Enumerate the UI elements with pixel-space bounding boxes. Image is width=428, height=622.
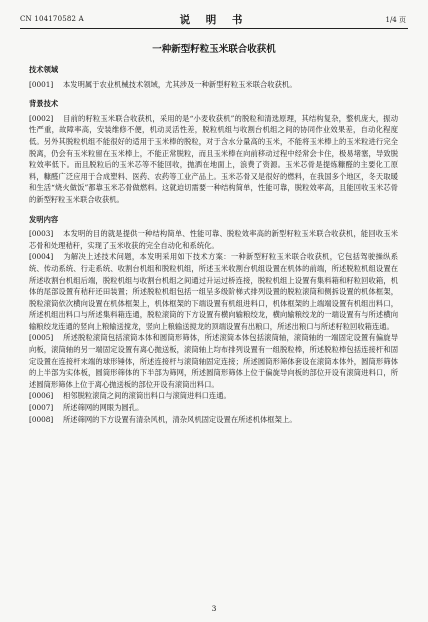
section-heading: 技术领域 (29, 65, 59, 74)
paragraph-text: 本发明属于农业机械技术领域，尤其涉及一种新型籽粒玉米联合收获机。 (63, 79, 297, 89)
paragraph-text: 本发明的目的就是提供一种结构简单、性能可靠、脱粒效率高的新型籽粒玉米联合收获机，能回收玉米芯骨和处理秸秆，实现了玉米收获的完全自动化和系统化。 (29, 229, 398, 250)
paragraph-text: 为解决上述技术问题，本发明采用如下技术方案：一种新型籽粒玉米联合收获机，它包括驾驶操纵系统、传动系统、行走系统、收割台机组和脱粒机组，所述玉米收割台机组设置在机体的前端，所述脱粒机组设置在所述收割台机组后端，脱粒机组与收割台机组之间通过升运过桥连接，脱粒机组上设置有集料箱和籽粒回收箱，机体的尾部设置有秸秆还田装置；所述脱粒机组包括一组呈多级阶梯式排列设置的脱粒滚筒和侧拆设置的机体框架，脱粒滚筒依次横向设置在机体框架上，机体框架的下端设置有机组进料口，机体框架的上端端设置有机组出料口，所述机组出料口与所述集料箱连通，脱粒滚筒的下方设置有横向输粮绞龙，横向输粮绞龙的一端设置有与所述横向输粮绞龙连通的竖向上粮输送搅龙，竖向上粮输送搅龙的顶端设置有出粮口，所述出粮口与所述籽粒回收箱连通。 (29, 252, 398, 331)
paragraph (29, 251, 398, 332)
paragraph (29, 332, 398, 390)
page-indicator: 1/4 页 (385, 16, 406, 24)
section-heading: 背景技术 (29, 99, 59, 109)
paragraph (29, 113, 398, 206)
document-title: 一种新型籽粒玉米联合收获机 (152, 44, 276, 55)
paragraph-number: [0002] (29, 113, 54, 123)
header-rule (20, 28, 408, 29)
paragraph (29, 228, 398, 251)
page-number: 3 (211, 604, 217, 613)
document-body (29, 58, 398, 425)
section-title: 说 明 书 (179, 14, 249, 26)
paragraph-number: [0007] (29, 403, 54, 413)
paragraph-number: [0005] (29, 333, 54, 343)
paragraph (29, 79, 398, 91)
paragraph-number: [0004] (29, 252, 54, 262)
paragraph (29, 390, 398, 402)
paragraph-text: 所述筛网的下方设置有清杂风机，清杂风机固定设置在所述机体框架上。 (63, 414, 297, 424)
paragraph-text: 所述筛网的网眼为圆孔。 (63, 403, 144, 413)
paragraph-text: 所述脱粒滚筒包括滚筒本体和圆筒形筛体，所述滚筒本体包括滚筒轴，滚筒轴的一端固定设置有偏旋导向板，滚筒轴的另一端固定设置有离心抛送板，滚筒轴上均布排列设置有一组脱粒棒，所述脱粒棒包括连接杆和固定设置在连接杆末端的球形锤体，所述连接杆与滚筒轴固定连接；所述圆筒形筛体套设在滚筒本体外，圆筒形筛体的上半部为实体板，圆筒形筛体的下半部为筛网，所述圆筒形筛体上位于偏旋导向板的部位开设有滚筒进料口，所述圆筒形筛体上位于离心抛送板的部位开设有滚筒出料口。 (29, 333, 398, 389)
paragraph-text: 相邻脱粒滚筒之间的滚筒出料口与滚筒进料口连通。 (63, 391, 231, 401)
paragraph (29, 402, 398, 414)
paragraph-number: [0006] (29, 391, 54, 401)
paragraph (29, 414, 398, 426)
patent-number: CN 104170582 A (20, 15, 84, 23)
paragraph-number: [0001] (29, 79, 54, 89)
section-heading: 发明内容 (29, 214, 59, 224)
paragraph-text: 目前的籽粒玉米联合收获机，采用的是“小麦收获机”的脱粒和清选原理，其结构复杂，整机庞大，振动性严重，故障率高，安装维修不便，机动灵活性差，脱粒机组与收割台机组之间的协同作业效果差，自动化程度低。另外其脱粒机组不能很好的适用于玉米棒的脱粒，对于含水分量高的玉米，不能将玉米棒上的玉米粒进行完全脱离，仍会有玉米粒留在玉米棒上，不能正常脱粒，而且玉米棒在向前移动过程中经常会卡住，极易堵塞，导致脱粒效率低下。而且脱粒后的玉米芯等不能回收，抛洒在地面上，浪费了资源。玉米芯骨是提炼糠醛的主要化工原料，糠醛广泛应用于合成塑料、医药、农药等工业产品上。玉米芯骨又是很好的燃料，在我国多个地区，冬天取暖和生活“烧火做饭”都靠玉米芯骨做燃料。这就迫切需要一种结构简单，性能可靠，脱粒效率高，且能回收玉米芯骨的新型籽粒玉米联合收获机。 (29, 113, 398, 204)
paragraph-number: [0003] (29, 229, 54, 239)
paragraph-number: [0008] (29, 414, 54, 424)
